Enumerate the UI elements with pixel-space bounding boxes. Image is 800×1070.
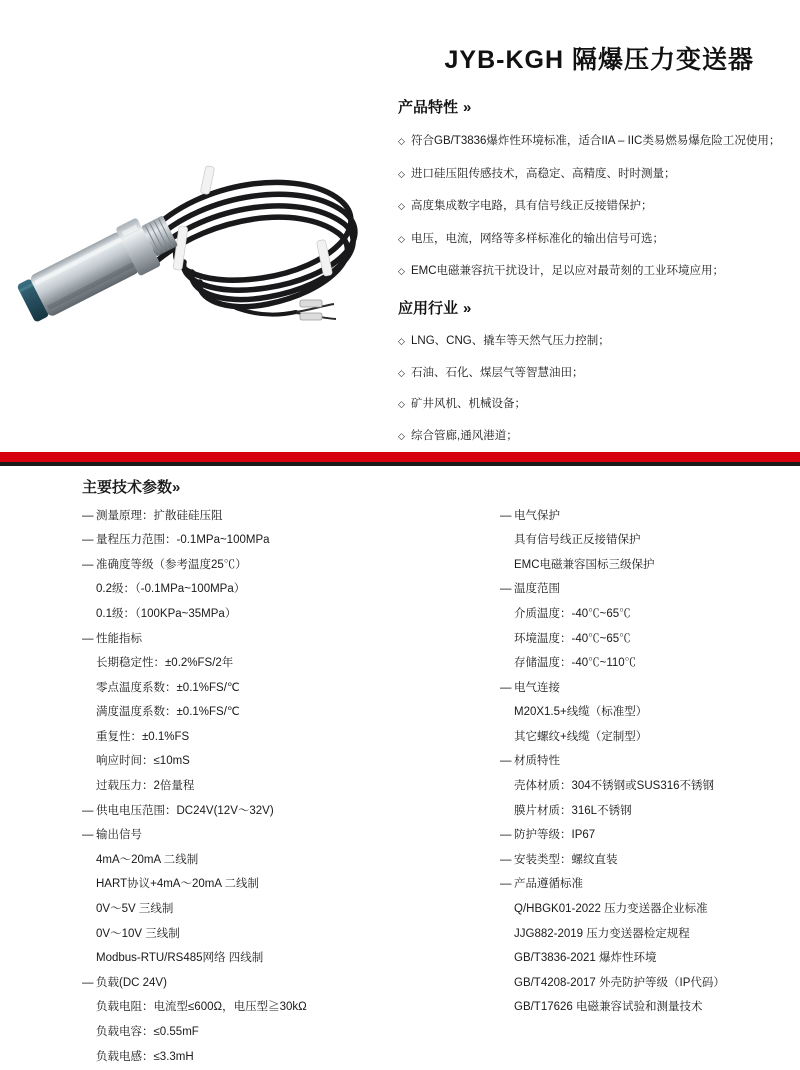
spec-row: [82, 824, 412, 849]
spec-text: 4mA～20mA 二线制: [96, 853, 199, 866]
spec-row: [82, 701, 412, 726]
spec-text: 重复性：±0.1%FS: [96, 730, 190, 743]
dash-bullet-icon: —: [500, 829, 512, 842]
top-section: [0, 0, 800, 452]
spec-text: 壳体材质：304不锈钢或SUS316不锈钢: [514, 780, 715, 793]
spec-row: [500, 627, 800, 652]
dash-bullet-icon: —: [500, 755, 512, 768]
spec-row: [82, 602, 412, 627]
spec-text: 性能指标: [96, 632, 142, 645]
spec-row: [82, 529, 412, 554]
dash-bullet-icon: —: [82, 534, 94, 547]
diamond-bullet-icon: ◇: [398, 233, 405, 244]
spec-text: GB/T4208-2017 外壳防护等级（IP代码）: [514, 976, 725, 989]
spec-row: [500, 504, 800, 529]
spec-row: [500, 848, 800, 873]
product-features-heading: [398, 96, 790, 117]
spec-text: 负载电感：≤3.3mH: [96, 1050, 194, 1063]
spec-text: Q/HBGK01-2022 压力变送器企业标准: [514, 903, 708, 916]
dash-bullet-icon: —: [82, 509, 94, 522]
spec-row: [82, 775, 412, 800]
spec-row: [500, 553, 800, 578]
feature-text: EMC电磁兼容抗干扰设计，足以应对最苛刻的工业环境应用；: [411, 265, 725, 278]
industry-text: 石油、石化、煤层气等智慧油田；: [411, 366, 584, 379]
list-item: [398, 167, 790, 183]
diamond-bullet-icon: ◇: [398, 336, 405, 346]
product-features-heading-text: 产品特性: [398, 99, 459, 116]
spec-row: [82, 947, 412, 972]
chevron-right-icon: »: [172, 479, 181, 496]
specs-right-column: [500, 504, 800, 1020]
spec-text: 电气保护: [514, 509, 560, 522]
spec-text: 长期稳定性：±0.2%FS/2年: [96, 657, 234, 670]
feature-text: 高度集成数字电路，具有信号线正反接错保护；: [411, 200, 653, 213]
application-industries-heading: [398, 297, 790, 318]
red-divider-bar: [0, 452, 800, 462]
diamond-bullet-icon: ◇: [398, 136, 405, 146]
spec-row: [500, 652, 800, 677]
diamond-bullet-icon: ◇: [398, 266, 405, 277]
spec-row: [500, 898, 800, 923]
spec-row: [82, 504, 412, 529]
pressure-transmitter-with-cable-photo: [0, 120, 392, 340]
spec-text: 响应时间：≤10mS: [96, 755, 190, 768]
industry-text: LNG、CNG、撬车等天然气压力控制；: [411, 335, 610, 347]
spec-text: 膜片材质：316L不锈钢: [514, 804, 632, 817]
list-item: [398, 264, 790, 280]
application-industries-heading-text: 应用行业: [398, 300, 459, 317]
dash-bullet-icon: —: [82, 632, 94, 645]
list-item: [398, 429, 790, 445]
spec-text: 输出信号: [96, 829, 142, 842]
dash-bullet-icon: —: [82, 829, 94, 842]
diamond-bullet-icon: ◇: [398, 367, 405, 378]
spec-row: [500, 676, 800, 701]
spec-text: 0.2级：（-0.1MPa~100MPa）: [96, 583, 246, 596]
spec-row: [500, 578, 800, 603]
diamond-bullet-icon: ◇: [398, 168, 405, 179]
spec-text: 负载电阻：电流型≤600Ω，电压型≧30kΩ: [96, 1001, 307, 1014]
spec-row: [82, 1020, 412, 1045]
spec-text: 零点温度系数：±0.1%FS/℃: [96, 681, 240, 694]
spec-row: [500, 529, 800, 554]
spec-text: JJG882-2019 压力变送器检定规程: [514, 927, 690, 940]
spec-text: HART协议+4mA～20mA 二线制: [96, 878, 260, 891]
spec-text: 温度范围: [514, 583, 560, 596]
spec-text: 负载电容：≤0.55mF: [96, 1026, 199, 1039]
dash-bullet-icon: —: [500, 583, 512, 596]
list-item: [398, 134, 790, 150]
spec-text: 具有信号线正反接错保护: [514, 534, 641, 547]
spec-text: GB/T3836-2021 爆炸性环境: [514, 952, 657, 965]
list-item: [398, 334, 790, 350]
feature-text: 进口硅压阻传感技术，高稳定、高精度、时时测量；: [411, 167, 676, 180]
spec-text: 过载压力：2倍量程: [96, 780, 195, 793]
list-item: [398, 232, 790, 248]
spec-row: [82, 725, 412, 750]
spec-row: [82, 1045, 412, 1070]
list-item: [398, 397, 790, 413]
spec-row: [500, 602, 800, 627]
spec-row: [82, 750, 412, 775]
spec-row: [82, 873, 412, 898]
diamond-bullet-icon: ◇: [398, 430, 405, 441]
spec-row: [82, 676, 412, 701]
spec-row: [500, 996, 800, 1021]
spec-text: 0V～10V 三线制: [96, 927, 180, 940]
spec-row: [82, 627, 412, 652]
dash-bullet-icon: —: [82, 558, 94, 571]
dash-bullet-icon: —: [82, 804, 94, 817]
spec-row: [500, 922, 800, 947]
spec-text: GB/T17626 电磁兼容试验和测量技术: [514, 1001, 703, 1014]
dash-bullet-icon: —: [500, 878, 512, 891]
spec-text: 电气连接: [514, 681, 560, 694]
diamond-bullet-icon: ◇: [398, 399, 405, 410]
dash-bullet-icon: —: [500, 509, 512, 522]
spec-text: Modbus-RTU/RS485网络 四线制: [96, 952, 264, 965]
industry-text: 矿井风机、机械设备；: [411, 398, 526, 411]
page-title: JYB-KGH 隔爆压力变送器: [444, 46, 754, 74]
technical-specs-heading: [82, 476, 180, 497]
chevron-right-icon: »: [463, 300, 472, 317]
feature-text: 电压，电流，网络等多样标准化的输出信号可选；: [411, 232, 664, 245]
list-item: [398, 199, 790, 215]
spec-text: 其它螺纹+线缆（定制型）: [514, 730, 648, 743]
product-features-list: [398, 134, 790, 280]
spec-text: 0.1级：（100KPa~35MPa）: [96, 607, 237, 620]
feature-text: 符合GB/T3836爆炸性环境标准，适合IIA – IIC类易燃易爆危险工况使用；: [411, 135, 781, 147]
spec-text: M20X1.5+线缆（标准型）: [514, 706, 648, 719]
application-industries-list: [398, 334, 790, 444]
spec-text: 0V～5V 三线制: [96, 903, 174, 916]
page-title-bar: [396, 36, 776, 80]
industry-text: 综合管廊,通风港道；: [411, 429, 518, 442]
spec-text: 防护等级：IP67: [514, 829, 596, 842]
spec-text: 量程压力范围：-0.1MPa~100MPa: [96, 534, 270, 547]
spec-row: [82, 799, 412, 824]
product-photo: [0, 120, 392, 340]
spec-row: [500, 725, 800, 750]
dash-bullet-icon: —: [500, 853, 512, 866]
spec-text: 介质温度：-40℃~65℃: [514, 607, 631, 620]
list-item: [398, 366, 790, 382]
spec-row: [82, 553, 412, 578]
spec-row: [500, 824, 800, 849]
spec-row: [82, 922, 412, 947]
spec-row: [82, 971, 412, 996]
spec-row: [82, 578, 412, 603]
specs-left-column: [82, 504, 412, 1070]
spec-text: EMC电磁兼容国标三级保护: [514, 558, 655, 571]
spec-row: [500, 873, 800, 898]
product-features-block: [398, 96, 790, 280]
spec-row: [500, 799, 800, 824]
spec-row: [500, 701, 800, 726]
spec-row: [500, 775, 800, 800]
spec-row: [82, 996, 412, 1021]
spec-text: 满度温度系数：±0.1%FS/℃: [96, 706, 240, 719]
spec-text: 测量原理：扩散硅硅压阻: [96, 509, 223, 522]
technical-specs-section: [0, 466, 800, 1063]
spec-text: 环境温度：-40℃~65℃: [514, 632, 631, 645]
spec-row: [82, 848, 412, 873]
spec-text: 供电电压范围：DC24V(12V～32V): [96, 804, 274, 817]
technical-specs-heading-text: 主要技术参数: [82, 479, 173, 496]
spec-row: [82, 898, 412, 923]
spec-row: [82, 652, 412, 677]
diamond-bullet-icon: ◇: [398, 201, 405, 212]
spec-text: 存储温度：-40℃~110℃: [514, 657, 637, 670]
dash-bullet-icon: —: [500, 681, 512, 694]
application-industries-block: [398, 297, 790, 444]
spec-text: 安装类型：螺纹直装: [514, 853, 618, 866]
spec-text: 产品遵循标准: [514, 878, 583, 891]
spec-text: 负载(DC 24V): [96, 976, 167, 989]
spec-row: [500, 947, 800, 972]
spec-row: [500, 750, 800, 775]
chevron-right-icon: »: [463, 99, 472, 116]
dash-bullet-icon: —: [82, 976, 94, 989]
spec-text: 材质特性: [514, 755, 560, 768]
spec-text: 准确度等级（参考温度25℃）: [96, 558, 247, 571]
spec-row: [500, 971, 800, 996]
